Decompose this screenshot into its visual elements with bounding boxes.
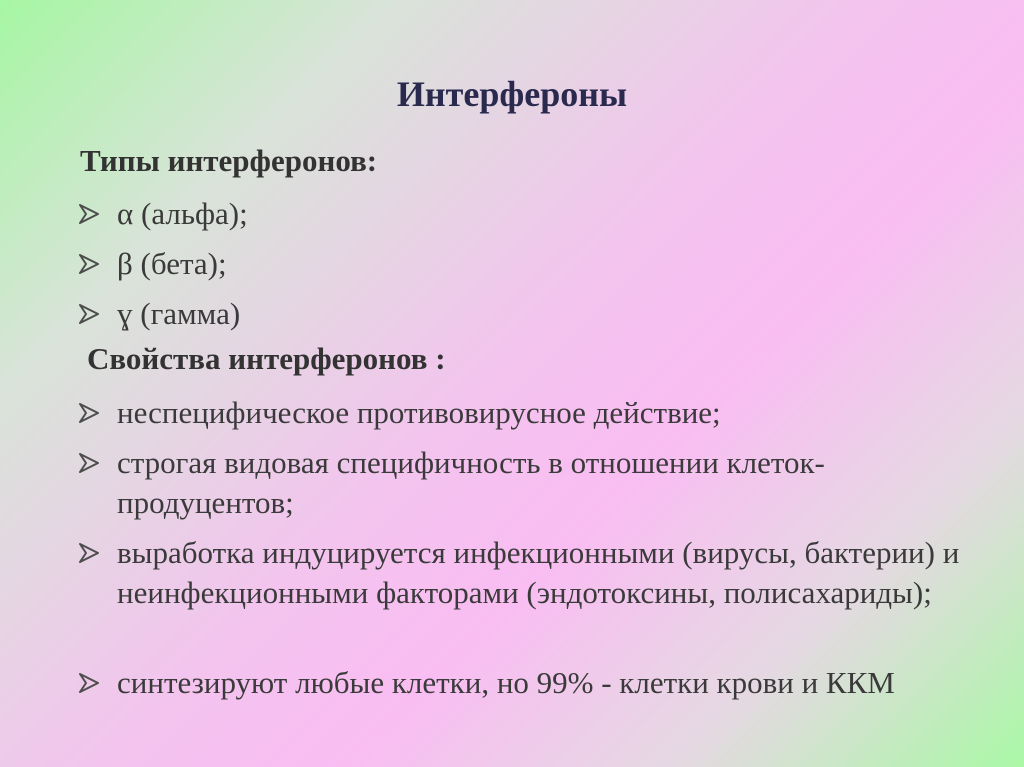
slide-title: Интерфероны xyxy=(396,74,628,114)
arrowhead-bullet-icon xyxy=(78,393,104,433)
property-2-text: строгая видовая специфичность в отношении клеток-продуцентов; xyxy=(117,445,825,520)
arrowhead-bullet-icon xyxy=(78,294,104,334)
list-item-property-4 xyxy=(78,663,998,703)
arrowhead-bullet-icon xyxy=(78,194,104,234)
properties-heading: Свойства интерферонов : xyxy=(87,341,446,376)
property-1-text: неспецифическое противовирусное действие; xyxy=(117,395,721,430)
type-beta-text: β (бета); xyxy=(117,246,227,281)
list-item-type-gamma xyxy=(78,294,998,334)
arrowhead-bullet-icon xyxy=(78,663,104,703)
arrowhead-bullet-icon xyxy=(78,533,104,573)
type-alpha-text: α (альфа); xyxy=(117,196,248,231)
list-item-property-2 xyxy=(78,443,998,523)
property-3-text: выработка индуцируется инфекционными (вирусы, бактерии) и неинфекционными факторами (эндотоксины, полисахариды); xyxy=(117,535,960,610)
list-item-property-3 xyxy=(78,533,998,613)
type-gamma-text: ɣ (гамма) xyxy=(117,296,241,331)
types-heading: Типы интерферонов: xyxy=(80,143,378,178)
list-item-type-alpha xyxy=(78,194,998,234)
arrowhead-bullet-icon xyxy=(78,244,104,284)
property-4-text: синтезируют любые клетки, но 99% - клетки крови и ККМ xyxy=(117,665,895,700)
list-item-type-beta xyxy=(78,244,998,284)
arrowhead-bullet-icon xyxy=(78,443,104,483)
list-item-property-1 xyxy=(78,393,998,433)
